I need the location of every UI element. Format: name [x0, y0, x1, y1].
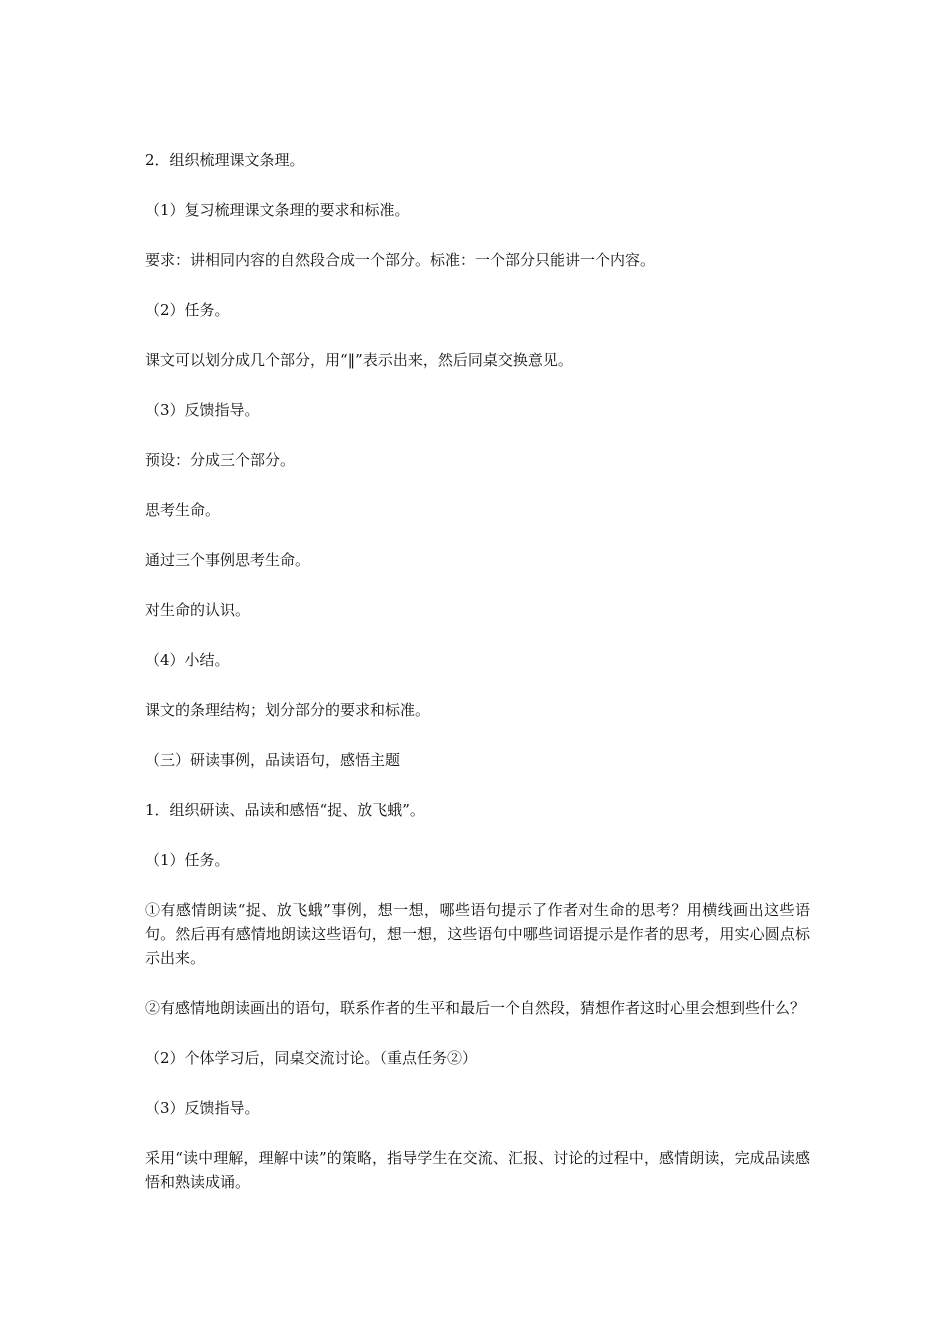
paragraph-section-3-heading: （三）研读事例，品读语句，感悟主题: [145, 751, 401, 769]
paragraph-step-1-moth: 1．组织研读、品读和感悟“捉、放飞蛾”。: [145, 801, 425, 819]
document-body: [145, 148, 810, 1220]
paragraph-requirements-standard: 要求：讲相同内容的自然段合成一个部分。标准：一个部分只能讲一个内容。: [145, 251, 656, 269]
paragraph-think-life: 思考生命。: [145, 501, 221, 519]
paragraph-preset: 预设：分成三个部分。: [145, 451, 296, 469]
paragraph-feedback-guidance: （3）反馈指导。: [145, 1099, 260, 1117]
paragraph-structure: 课文的条理结构；划分部分的要求和标准。: [145, 701, 431, 719]
paragraph-divide-parts: 课文可以划分成几个部分，用“‖”表示出来，然后同桌交换意见。: [145, 351, 573, 369]
paragraph-step-2-title: 2．组织梳理课文条理。: [145, 151, 305, 169]
paragraph-task-item-2: ②有感情地朗读画出的语句，联系作者的生平和最后一个自然段，猜想作者这时心里会想到些什么？: [145, 999, 806, 1017]
paragraph-task-item-1: ①有感情朗读“捉、放飞蛾”事例，想一想，哪些语句提示了作者对生命的思考？用横线画出这些语句。然后再有感情地朗读这些语句，想一想，这些语句中哪些词语提示是作者的思考，用实心圆点标示出来。: [145, 901, 810, 967]
paragraph-strategy: 采用“读中理解，理解中读”的策略，指导学生在交流、汇报、讨论的过程中，感情朗读，完成品读感悟和熟读成诵。: [145, 1149, 810, 1191]
paragraph-review-requirements: （1）复习梳理课文条理的要求和标准。: [145, 201, 410, 219]
paragraph-task-1: （1）任务。: [145, 851, 230, 869]
paragraph-pair-discussion: （2）个体学习后，同桌交流讨论。（重点任务②）: [145, 1049, 478, 1067]
paragraph-summary-4: （4）小结。: [145, 651, 230, 669]
paragraph-feedback-3: （3）反馈指导。: [145, 401, 260, 419]
paragraph-task-2: （2）任务。: [145, 301, 230, 319]
paragraph-life-understanding: 对生命的认识。: [145, 601, 251, 619]
paragraph-three-examples: 通过三个事例思考生命。: [145, 551, 311, 569]
